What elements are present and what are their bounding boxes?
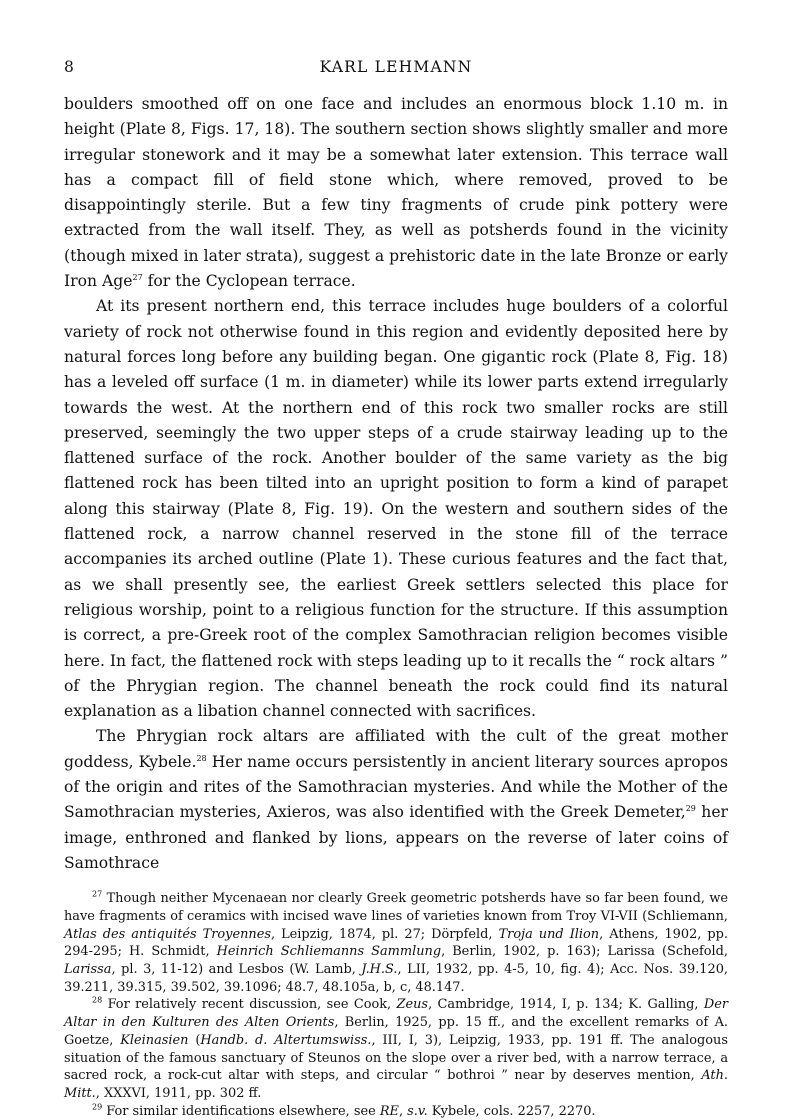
footnote-text: , III, I, 3), Leipzig, 1933, pp. 191 ff. The analogous situation of the famous sanctuary of Steunos on the slope over a river bed, with a narrow terrace, a sacred rock, a rock-cut altar with steps, and circular “ bothroi ” near by deserves mention, (64, 1032, 728, 1084)
page-number: 8 (64, 58, 76, 76)
footnote-text: , (398, 1103, 408, 1119)
paragraph-1 (64, 92, 728, 294)
footnote-text: Kybele, cols. 2257, 2270. (427, 1103, 596, 1119)
footnote-ref-27: 27 (132, 272, 143, 282)
footnote-28 (64, 996, 728, 1102)
citation-title: s.v. (407, 1103, 428, 1119)
footnote-text: , Berlin, 1925, pp. 15 ff., and the excellent remarks of A. Goetze, (64, 1015, 729, 1048)
page (64, 58, 728, 1120)
citation-title: Zeus (396, 997, 429, 1013)
footnote-text: For similar identifications elsewhere, see (102, 1103, 380, 1119)
citation-title: Atlas des antiquités Troyennes (64, 926, 271, 942)
footnote-text: , Cambridge, 1914, I, p. 134; K. Galling, (428, 997, 704, 1013)
footnote-text: , pl. 3, 11-12) and Lesbos (W. Lamb, (111, 962, 362, 978)
citation-title: Der Altar in den Kulturen des Alten Orients (64, 997, 728, 1031)
citation-title: Larissa (64, 962, 112, 978)
citation-title: Kleinasien (120, 1032, 189, 1048)
citation-title: Heinrich Schliemanns Sammlung (216, 944, 442, 960)
paragraph-1-end: for the Cyclopean terrace. (142, 272, 356, 291)
citation-title: Ath. Mitt. (64, 1068, 728, 1101)
citation-title: RE (379, 1103, 399, 1119)
footnote-number: 29 (92, 1102, 103, 1112)
paragraph-3 (64, 724, 728, 876)
running-title: KARL LEHMANN (319, 58, 473, 76)
footnote-text: , Leipzig, 1874, pl. 27; Dörpfeld, (270, 926, 499, 942)
body-text (64, 92, 728, 876)
paragraph-1-text: boulders smoothed off on one face and includes an enormous block 1.10 m. in height (Plate 8, Figs. 17, 18). The southern section shows slightly smaller and more irregular stonework and it may be a somewhat later extension. This terrace wall has a compact fill of field stone which, where removed, proved to be disappointingly sterile. But a few tiny fragments of crude pink pottery were extracted from the wall itself. They, as well as potsherds found in the vicinity (though mixed in later strata), suggest a prehistoric date in the late Bronze or early Iron Age (64, 95, 728, 291)
footnote-29 (64, 1103, 728, 1120)
footnote-text: ( (188, 1032, 201, 1048)
footnote-text: , XXXVI, 1911, pp. 302 ff. (95, 1085, 262, 1101)
footnote-ref-29: 29 (685, 804, 696, 814)
footnote-text: Though neither Mycenaean nor clearly Greek geometric potsherds have so far been found, we have fragments of ceramics with incised wave lines of varieties known from Troy VI-VII (Schliemann, (64, 891, 728, 924)
footnote-text: , Berlin, 1902, p. 163); Larissa (Schefold, (441, 944, 729, 960)
paragraph-3-part-c: her image, enthroned and flanked by lions, appears on the reverse of later coins of Samothrace (64, 803, 728, 872)
citation-title: Troja und Ilion (498, 926, 600, 942)
footnote-text: , Athens, 1902, pp. 294-295; H. Schmidt, (64, 926, 729, 960)
footnote-27 (64, 890, 728, 996)
footnote-number: 27 (92, 889, 103, 899)
footnote-text: , LII, 1932, pp. 4-5, 10, fig. 4); Acc. Nos. 39.120, 39.211, 39.315, 39.502, 39.1096; 48.7, 48.105a, b, c, 48.147. (64, 962, 728, 995)
footnote-text: For relatively recent discussion, see Cook, (102, 997, 397, 1013)
paragraph-3-part-b: Her name occurs persistently in ancient literary sources apropos of the origin and rites of the Samothracian mysteries. And while the Mother of the Samothracian mysteries, Axieros, was also identified with the Greek Demeter, (64, 752, 729, 822)
paragraph-2: At its present northern end, this terrace includes huge boulders of a colorful variety of rock not otherwise found in this region and evidently deposited here by natural forces long before any building began. One gigantic rock (Plate 8, Fig. 18) has a leveled off surface (1 m. in diameter) while its lower parts extend irregularly towards the west. At the northern end of this rock two smaller rocks are still preserved, seemingly the two upper steps of a crude stairway leading up to the flattened surface of the rock. Another boulder of the same variety as the big flattened rock has been tilted into an upright position to form a kind of parapet along this stairway (Plate 8, Fig. 19). On the western and southern sides of the flattened rock, a narrow channel reserved in the stone fill of the terrace accompanies its arched outline (Plate 1). These curious features and the fact that, as we shall presently see, the earliest Greek settlers selected this place for religious worship, point to a religious function for the structure. If this assumption is correct, a pre-Greek root of the complex Samothracian religion becomes visible here. In fact, the flattened rock with steps leading up to it recalls the “ rock altars ” of the Phrygian region. The channel beneath the rock could find its natural explanation as a libation channel connected with sacrifices. (64, 297, 728, 721)
citation-title: Handb. d. Altertumswiss. (200, 1032, 372, 1048)
paragraph-3-part-a: The Phrygian rock altars are affiliated with the cult of the great mother goddess, Kybele. (64, 727, 728, 771)
citation-title: J.H.S. (361, 962, 398, 978)
running-head (64, 58, 728, 80)
footnotes (64, 890, 728, 1120)
footnote-ref-28: 28 (196, 753, 207, 763)
footnote-number: 28 (92, 996, 103, 1006)
